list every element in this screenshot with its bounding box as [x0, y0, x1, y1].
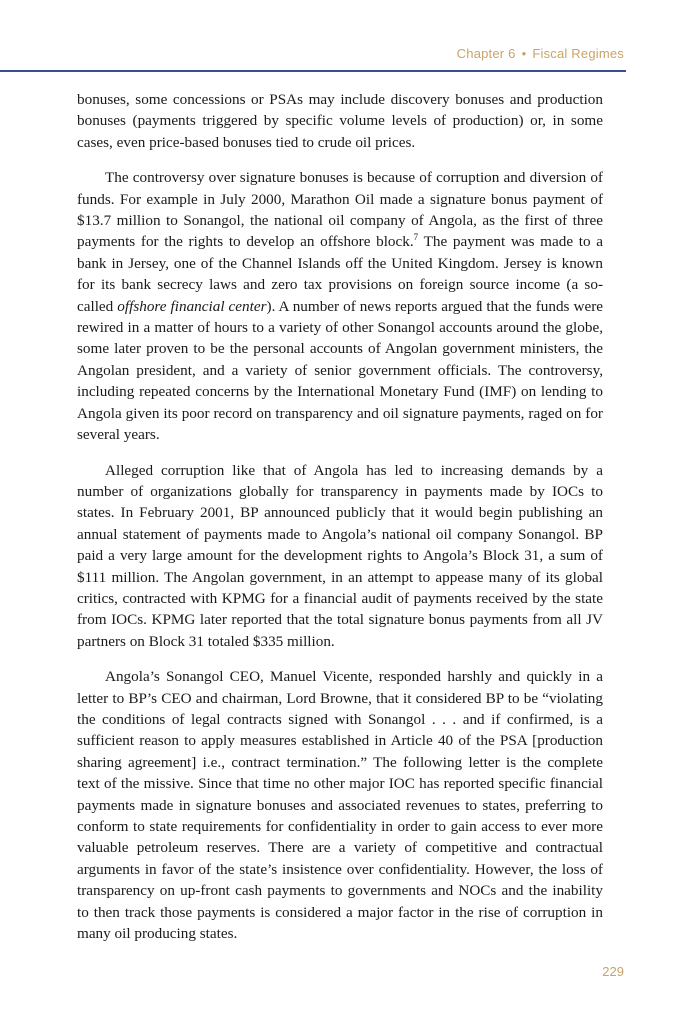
paragraph-1: bonuses, some concessions or PSAs may include discovery bonuses and production bonuses (payments triggered by specific volume levels of production) or, in some cases, even price-based bonuses tied to crude oil prices. — [77, 91, 603, 151]
page-number: 229 — [602, 964, 624, 979]
running-head — [457, 46, 624, 61]
footnote-ref-7[interactable]: 7 — [413, 232, 419, 243]
paragraph-3: Alleged corruption like that of Angola has led to increasing demands by a number of organizations globally for transparency in payments made by IOCs to states. In February 2001, BP announced publicly that it would begin publishing an annual statement of payments made to Angola’s national oil company Sonangol. BP paid a very large amount for the development rights to Angola’s Block 31, a sum of $111 million. The Angolan government, in an attempt to appease many of its global critics, contracted with KPMG for a financial audit of payments received by the state from IOCs. KPMG later reported that the total signature bonus payments from all JV partners on Block 31 totaled $335 million. — [77, 461, 603, 650]
bullet-separator: • — [521, 46, 527, 61]
paragraph-4: Angola’s Sonangol CEO, Manuel Vicente, responded harshly and quickly in a letter to BP’s CEO and chairman, Lord Browne, that it considered BP to be “violating the conditions of legal contracts signed with Sonangol . . . and if confirmed, is a sufficient reason to apply measures established in Article 40 of the PSA [production sharing agreement] i.e., contract termination.” The following letter is the complete text of the missive. Since that time no other major IOC has reported specific financial payments made in signature bonuses and associated revenues to states, preferring to conform to state requirements for confidentiality in order to gain access to ever more valuable petroleum reserves. There are a variety of competitive and contractual arguments in favor of the state’s insistence over confidentiality. However, the loss of transparency on up-front cash payments to governments and NOCs and the inability to then track those payments is considered a major factor in the rise of corruption in many oil producing states. — [77, 668, 603, 943]
paragraph-2 — [77, 167, 603, 445]
paragraph-2-part-b: The payment was made to a bank in Jersey, one of the Channel Islands off the United Kingdom. Jersey is known for its bank secrecy laws and zero tax provisions on foreign source income (a so-called — [77, 233, 603, 315]
header-rule — [0, 70, 626, 72]
paragraph-2-part-a: The controversy over signature bonuses is because of corruption and diversion of funds. For example in July 2000, Marathon Oil made a signature bonus payment of $13.7 million to Sonangol, the national oil company of Angola, as the first of three payments for the rights to develop an offshore block. — [77, 169, 603, 251]
page-body — [77, 89, 603, 958]
section-label: Fiscal Regimes — [532, 46, 624, 61]
chapter-label: Chapter 6 — [456, 46, 516, 61]
paragraph-2-part-c: ). A number of news reports argued that the funds were rewired in a matter of hours to a variety of other Sonangol accounts around the globe, some later proven to be the personal accounts of Angolan government ministers, the Angolan president, and a variety of senior government officials. The controversy, including repeated concerns by the International Monetary Fund (IMF) on lending to Angola given its poor record on transparency and oil signature payments, raged on for several years. — [77, 297, 603, 444]
italic-term: offshore financial center — [117, 297, 267, 315]
